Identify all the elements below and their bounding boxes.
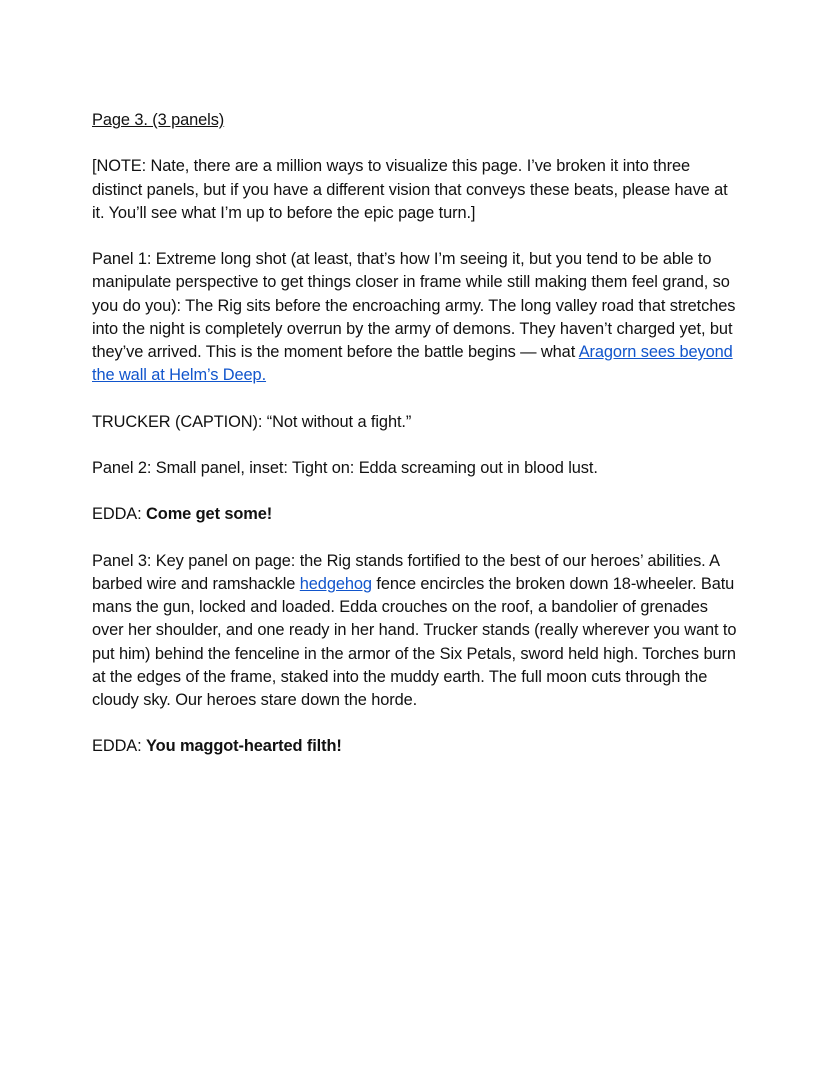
edda-speaker-label: EDDA: xyxy=(92,505,147,524)
panel-3-paragraph xyxy=(92,550,742,712)
panel-1-paragraph xyxy=(92,248,742,387)
trucker-caption: TRUCKER (CAPTION): “Not without a fight.” xyxy=(92,412,412,431)
edda-speaker-label: EDDA: xyxy=(92,737,147,756)
panel-1-text: Panel 1: Extreme long shot (at least, that’s how I’m seeing it, but you tend to be able to manipulate perspective to get things closer in frame while still making them feel grand, so you do you): The Rig sits before the encroaching army. The long valley road that stretches into the night is completely overrun by the army of demons. They haven’t charged yet, but they’ve arrived. This is the moment before the battle begins — what xyxy=(92,250,736,361)
edda-line-1: Come get some! xyxy=(146,505,273,524)
edda-dialogue-2 xyxy=(92,735,742,758)
panel-3-text-before: Panel 3: Key panel on page: the Rig stands fortified to the best of our heroes’ abilities. A barbed wire and ramshackle xyxy=(92,551,720,593)
panel-3-text-after: fence encircles the broken down 18-wheeler. Batu mans the gun, locked and loaded. Edda crouches on the roof, a bandolier of grenades over her shoulder, and one ready in her hand. Trucker stands (really wherever you want to put him) behind the fenceline in the armor of the Six Petals, sword held high. Torches burn at the edges of the frame, staked into the muddy earth. The full moon cuts through the cloudy sky. Our heroes stare down the horde. xyxy=(92,574,737,709)
helms-deep-link[interactable]: Aragorn sees beyond the wall at Helm’s Deep. xyxy=(92,343,733,385)
document-page xyxy=(92,109,742,782)
edda-line-2: You maggot-hearted filth! xyxy=(146,737,342,756)
page-heading: Page 3. (3 panels) xyxy=(92,111,225,129)
hedgehog-link[interactable]: hedgehog xyxy=(299,574,372,593)
panel-2-paragraph: Panel 2: Small panel, inset: Tight on: Edda screaming out in blood lust. xyxy=(92,458,598,477)
edda-dialogue-1 xyxy=(92,503,742,526)
note-paragraph: [NOTE: Nate, there are a million ways to visualize this page. I’ve broken it into three distinct panels, but if you have a different vision that conveys these beats, please have at it. You’ll see what I’m up to before the epic page turn.] xyxy=(92,157,728,222)
